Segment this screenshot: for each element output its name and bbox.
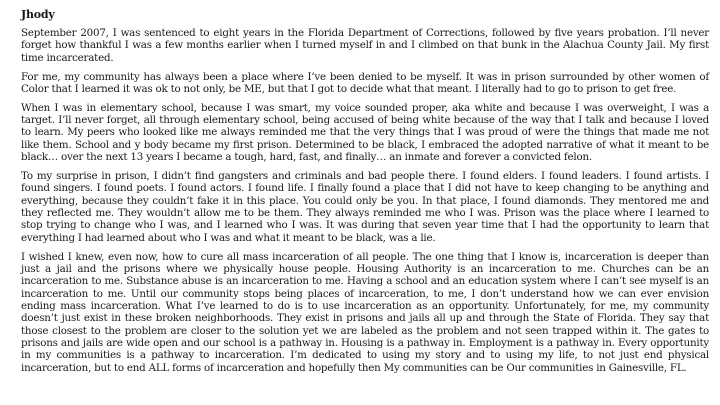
author-name: Jhody: [21, 8, 55, 21]
paragraph-elementary-school: When I was in elementary school, because I was smart, my voice sounded proper, aka white and because I was overweight, I was a target. I’ll never forget, all through elementary school, being accused of being white because of the way that I talk and because I loved to learn. My peers who looked like me always reminded me that the very things that I was proud of were the things that made me not like them. School and y body became my first prison. Determined to be black, I embraced the adopted narrative of what it meant to be black… over the next 13 years I became a tough, hard, fast, and finally… an inmate and forever a convicted felon.: [21, 101, 709, 164]
paragraph-mass-incarceration: I wished I knew, even now, how to cure all mass incarceration of all people. The one thing that I know is, incarceration is deeper than just a jail and the prisons where we physically house people. Housing Authority is an incarceration to me. Churches can be an incarceration to me. Substance abuse is an incarceration to me. Having a school and an education system where I can’t see myself is an incarceration to me. Until our community stops being places of incarceration, to me, I don’t understand how we can ever envision ending mass incarceration. What I’ve learned to do is to use incarceration as an opportunity. Unfortunately, for me, my community doesn’t just exist in these broken neighborhoods. They exist in prisons and jails all up and through the State of Florida. They say that those closest to the problem are closer to the solution yet we are labeled as the problem and not seen trapped within it. The gates to prisons and jails are wide open and our school is a pathway in. Housing is a pathway in. Employment is a pathway in. Every opportunity in my communities is a pathway to incarceration. I’m dedicated to using my story and to using my life, to not just end physical incarceration, but to end ALL forms of incarceration and hopefully then My communities can be Our communities in Gainesville, FL.: [21, 250, 709, 374]
paragraph-community: For me, my community has always been a place where I’ve been denied to be myself. It was in prison surrounded by other women of Color that I learned it was ok to not only, be ME, but that I got to decide what that meant. I literally had to go to prison to get free.: [21, 70, 709, 95]
paragraph-prison-surprise: To my surprise in prison, I didn’t find gangsters and criminals and bad people there. I found elders. I found leaders. I found artists. I found singers. I found poets. I found actors. I found life. I finally found a place that I did not have to keep changing to be anything and everything, because they couldn’t fake it in this place. You could only be you. In that place, I found diamonds. They mentored me and they reflected me. They wouldn’t allow me to be them. They always reminded me who I was. Prison was the place where I learned to stop trying to change who I was, and I learned who I was. It was during that seven year time that I had the opportunity to learn that everything I had learned about who I was and what it meant to be black, was a lie.: [21, 169, 709, 244]
paragraph-sentencing: September 2007, I was sentenced to eight years in the Florida Department of Corrections, followed by five years probation. I’ll never forget how thankful I was a few months earlier when I turned myself in and I climbed on that bunk in the Alachua County Jail. My first time incarcerated.: [21, 27, 709, 64]
document-page: [21, 8, 709, 380]
